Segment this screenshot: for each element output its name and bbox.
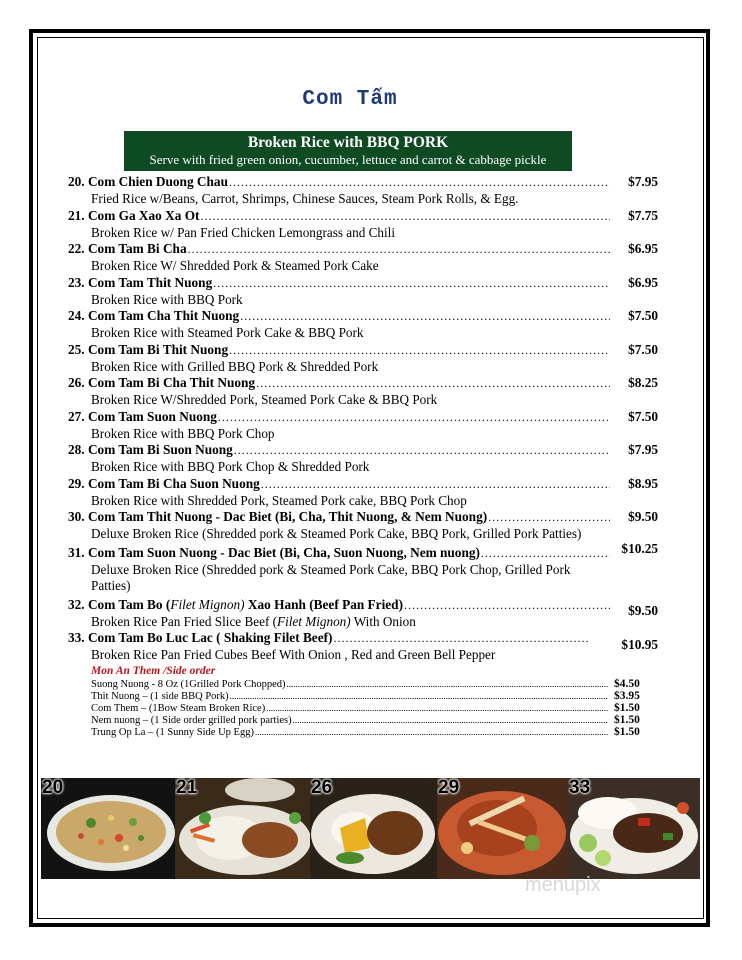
banner-heading: Broken Rice with BBQ PORK — [247, 134, 449, 151]
menu-item — [68, 208, 658, 242]
item-name: 23. Com Tam Thit Nuong — [68, 274, 213, 290]
item-price: $7.50 — [628, 341, 658, 357]
leader-dots — [213, 276, 610, 291]
item-description: Broken Rice with BBQ Pork Chop & Shredded Pork — [91, 459, 370, 474]
item-name: 33. Com Tam Bo Luc Lac ( Shaking Filet Beef) — [68, 630, 333, 645]
side-item-name: Thit Nuong – (1 side BBQ Pork) — [91, 690, 229, 702]
leader-dots — [230, 691, 608, 701]
section-banner — [124, 131, 572, 171]
watermark: menupix — [525, 874, 601, 896]
item-price: $7.50 — [628, 308, 658, 323]
item-price: $9.50 — [628, 509, 658, 524]
menu-item — [68, 442, 658, 476]
leader-dots — [287, 679, 608, 689]
item-name: 27. Com Tam Suon Nuong — [68, 408, 217, 424]
menu-item — [68, 308, 658, 342]
broken-rice-combo-photo — [310, 778, 437, 879]
side-item-name: Trung Op La – (1 Sunny Side Up Egg) — [91, 726, 254, 738]
item-description: Broken Rice with Grilled BBQ Pork & Shredded Pork — [91, 358, 379, 374]
item-price: $10.95 — [621, 637, 658, 652]
side-item-name: Nem nuong – (1 Side order grilled pork parties) — [91, 714, 292, 726]
fried-rice-photo — [41, 778, 175, 879]
item-name: 31. Com Tam Suon Nuong - Dac Biet (Bi, Cha, Suon Nuong, Nem nuong) — [68, 544, 480, 560]
item-description: Broken Rice with Shredded Pork, Steamed Pork cake, BBQ Pork Chop — [91, 492, 467, 508]
chicken-lemongrass-photo — [175, 778, 310, 879]
side-item-name: Com Them – (1Bow Steam Broken Rice) — [91, 702, 266, 714]
pork-chop-photo — [437, 778, 568, 879]
menu-item — [68, 375, 658, 409]
dish-photo-strip — [41, 778, 700, 879]
side-item-price: $1.50 — [614, 701, 640, 714]
leader-dots — [266, 703, 608, 713]
page-title: Com Tấm — [302, 88, 398, 111]
leader-dots — [240, 309, 610, 324]
leader-dots — [188, 242, 610, 257]
photo-label: 21 — [176, 778, 198, 798]
item-name: 24. Com Tam Cha Thit Nuong — [68, 308, 240, 323]
item-description: Broken Rice with BBQ Pork Chop — [91, 425, 275, 441]
menu-item — [68, 409, 658, 443]
item-description: Broken Rice W/ Shredded Pork & Steamed Pork Cake — [91, 258, 379, 273]
leader-dots — [256, 376, 610, 391]
item-name: 30. Com Tam Thit Nuong - Dac Biet (Bi, Cha, Thit Nuong, & Nem Nuong) — [68, 509, 488, 524]
side-order-item — [68, 678, 658, 690]
item-price: $6.95 — [628, 274, 658, 290]
menu-item — [68, 540, 658, 595]
item-name: 25. Com Tam Bi Thit Nuong — [68, 341, 229, 357]
item-price: $7.50 — [628, 408, 658, 424]
menu-item — [68, 241, 658, 275]
menu-item — [68, 630, 658, 664]
item-price: $10.25 — [621, 540, 658, 556]
leader-dots — [255, 727, 608, 737]
item-description: Deluxe Broken Rice (Shredded pork & Steamed Pork Cake, BBQ Pork, Grilled Pork Patties) — [91, 526, 582, 541]
leader-dots — [481, 546, 610, 561]
item-price: $7.75 — [628, 207, 658, 223]
side-item-price: $3.95 — [614, 689, 640, 702]
item-description: Broken Rice Pan Fried Slice Beef (Filet Mignon) With Onion — [91, 613, 416, 629]
photo-label: 29 — [438, 778, 460, 798]
menu-list — [68, 174, 658, 738]
item-description: Broken Rice with BBQ Pork — [91, 291, 243, 307]
leader-dots — [200, 209, 610, 224]
menu-item — [68, 275, 658, 309]
leader-dots — [261, 477, 610, 492]
item-description: Deluxe Broken Rice (Shredded pork & Steamed Pork Cake, BBQ Pork Chop, Grilled Pork Patties) — [91, 561, 571, 593]
menu-item — [68, 174, 658, 208]
side-order-heading: Mon An Them /Side order — [91, 664, 216, 677]
item-name: 29. Com Tam Bi Cha Suon Nuong — [68, 475, 260, 491]
side-order-item — [68, 690, 658, 702]
item-price: $7.95 — [628, 174, 658, 189]
leader-dots — [404, 598, 610, 613]
item-name: 26. Com Tam Bi Cha Thit Nuong — [68, 375, 256, 390]
item-price: $9.50 — [628, 602, 658, 618]
item-price: $6.95 — [628, 241, 658, 256]
side-order-item — [68, 726, 658, 738]
side-item-name: Suong Nuong - 8 Oz (1Grilled Pork Chopped) — [91, 678, 286, 690]
item-description: Broken Rice W/Shredded Pork, Steamed Pork Cake & BBQ Pork — [91, 392, 438, 407]
item-description: Broken Rice with Steamed Pork Cake & BBQ Pork — [91, 325, 364, 340]
leader-dots — [218, 410, 610, 425]
leader-dots — [234, 443, 610, 458]
leader-dots — [229, 175, 610, 190]
item-price: $7.95 — [628, 442, 658, 457]
menu-item — [68, 476, 658, 510]
menu-item — [68, 597, 658, 631]
leader-dots — [333, 631, 588, 646]
menu-item — [68, 342, 658, 376]
photo-label: 26 — [311, 778, 333, 798]
leader-dots — [229, 343, 610, 358]
item-description: Broken Rice w/ Pan Fried Chicken Lemongrass and Chili — [91, 224, 395, 240]
side-order-item — [68, 714, 658, 726]
leader-dots — [488, 510, 610, 525]
photo-label: 20 — [42, 778, 64, 798]
leader-dots — [293, 715, 608, 725]
item-price: $8.95 — [628, 475, 658, 491]
shaking-beef-photo — [568, 778, 700, 879]
side-item-price: $4.50 — [614, 677, 640, 690]
side-item-price: $1.50 — [614, 725, 640, 738]
item-name: 32. Com Tam Bo (Filet Mignon) Xao Hanh (Beef Pan Fried) — [68, 596, 404, 612]
item-name: 28. Com Tam Bi Suon Nuong — [68, 442, 233, 457]
item-name: 22. Com Tam Bi Cha — [68, 241, 187, 256]
photo-label: 33 — [569, 778, 591, 798]
item-name: 20. Com Chien Duong Chau — [68, 174, 228, 189]
menu-item — [68, 509, 658, 543]
side-item-price: $1.50 — [614, 713, 640, 726]
item-description: Broken Rice Pan Fried Cubes Beef With Onion , Red and Green Bell Pepper — [91, 647, 496, 662]
item-description: Fried Rice w/Beans, Carrot, Shrimps, Chinese Sauces, Steam Pork Rolls, & Egg. — [91, 191, 519, 206]
item-price: $8.25 — [628, 375, 658, 390]
item-name: 21. Com Ga Xao Xa Ot — [68, 207, 200, 223]
banner-subheading: Serve with fried green onion, cucumber, lettuce and carrot & cabbage pickle — [149, 152, 547, 167]
side-order-item — [68, 702, 658, 714]
